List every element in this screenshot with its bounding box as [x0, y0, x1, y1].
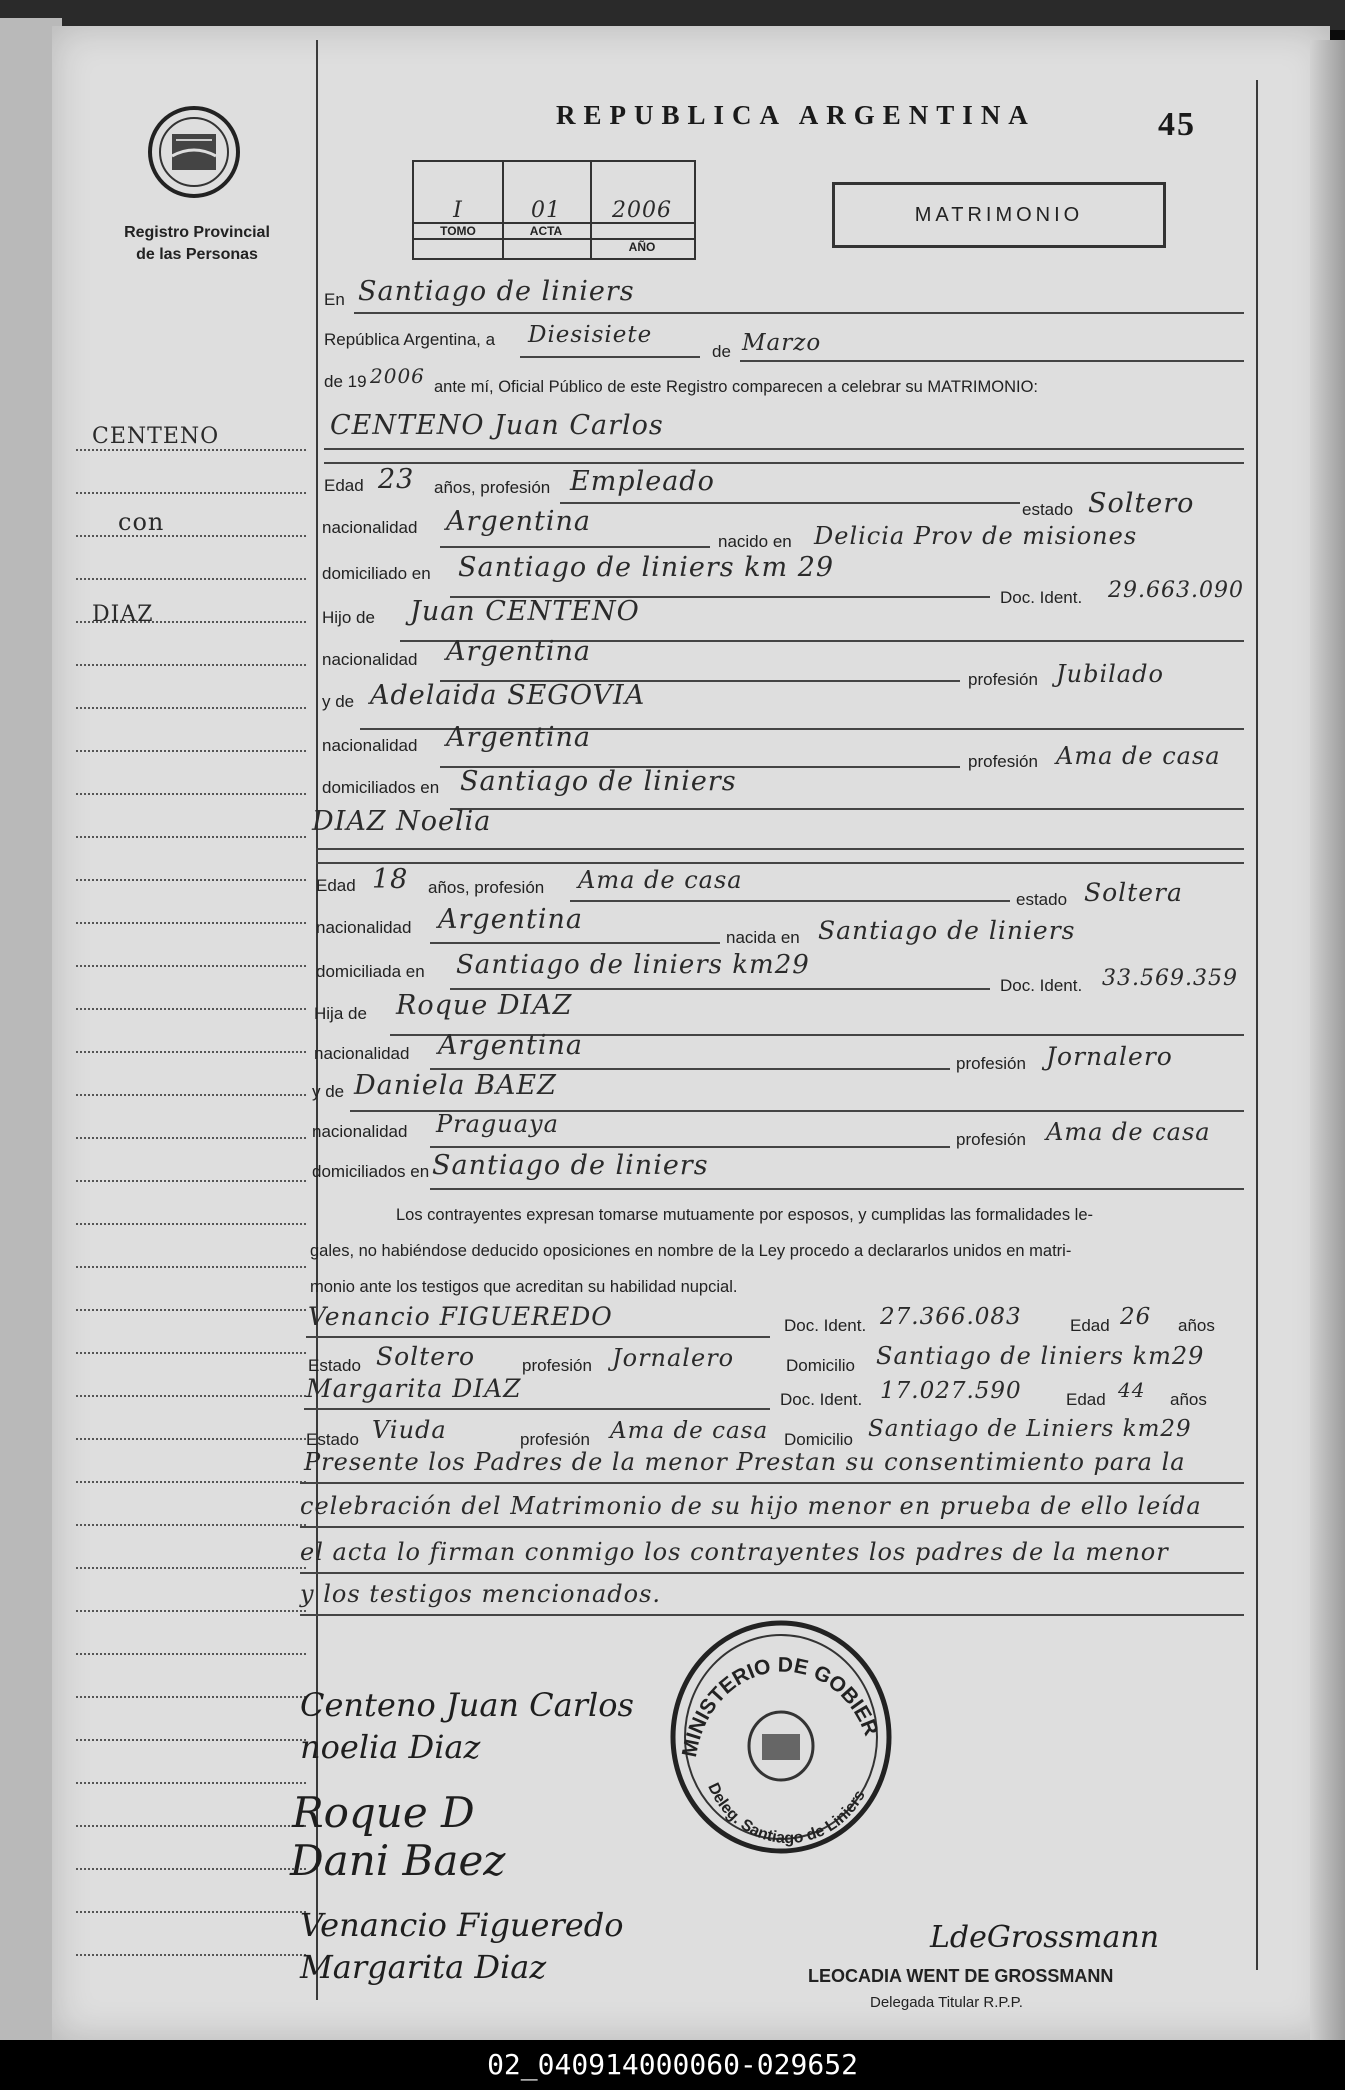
- margin-rule-line: [76, 1308, 306, 1311]
- year-value: 2006: [370, 364, 425, 388]
- stamp-bottom-text: Deleg. Santiago de Liniers: [704, 1780, 869, 1848]
- label-en: En: [324, 290, 345, 309]
- margin-rule-line: [76, 1695, 306, 1698]
- acta-value: 01: [531, 198, 561, 223]
- right-page-edge: [1310, 40, 1345, 2040]
- label-nacionalidad: nacionalidad: [316, 918, 412, 937]
- label-domicilio: Domicilio: [784, 1430, 853, 1449]
- signature-witness1: Venancio Figueredo: [300, 1906, 624, 1944]
- bride-nationality: Argentina: [438, 904, 584, 935]
- groom-father-profession: Jubilado: [1056, 660, 1164, 688]
- margin-rule-line: [76, 1566, 306, 1569]
- margin-rule-line: [76, 921, 306, 924]
- margin-rule-line: [76, 1136, 306, 1139]
- month-value: Marzo: [742, 330, 822, 356]
- country-title: REPUBLICA ARGENTINA: [556, 100, 1036, 130]
- fill-line: [316, 848, 1244, 850]
- tomo-value: I: [453, 198, 463, 223]
- fill-line: [300, 1526, 1244, 1528]
- margin-note-groom: CENTENO: [92, 424, 220, 449]
- bride-mother-nationality: Praguaya: [436, 1110, 559, 1138]
- witness1-doc: 27.366.083: [880, 1304, 1022, 1330]
- label-domiciliados: domiciliados en: [312, 1162, 430, 1181]
- fill-line: [520, 356, 700, 358]
- label-de-month: de: [712, 342, 731, 361]
- margin-rule-line: [76, 1437, 306, 1440]
- label-anos-profesion: años, profesión: [434, 478, 551, 497]
- margin-rule-line: [76, 1738, 306, 1741]
- fill-line: [324, 462, 1244, 464]
- margin-rule-line: [76, 1222, 306, 1225]
- bride-parents-domicile: Santiago de liniers: [432, 1150, 709, 1181]
- margin-rule-line: [76, 1910, 306, 1913]
- official-title: Delegada Titular R.P.P.: [870, 1994, 1023, 2011]
- margin-rule-line: [76, 1953, 306, 1956]
- groom-estado: Soltero: [1088, 488, 1195, 519]
- margin-rule-line: [76, 964, 306, 967]
- label-estado: Estado: [306, 1430, 359, 1449]
- signature-groom: Centeno Juan Carlos: [300, 1686, 634, 1724]
- signature-bride-mother: Dani Baez: [290, 1836, 506, 1885]
- groom-mother-nationality: Argentina: [446, 722, 592, 753]
- provincial-seal-icon: [146, 104, 242, 200]
- fill-line: [354, 312, 1244, 314]
- bride-name: DIAZ Noelia: [312, 806, 492, 837]
- label-y-de: y de: [322, 692, 355, 711]
- label-doc: Doc. Ident.: [780, 1390, 863, 1409]
- declaration-line-2: gales, no habiéndose deducido oposiciones en nombre de la Ley procedo a declararlos unidos en matri-: [310, 1242, 1072, 1260]
- fill-line: [306, 1336, 770, 1338]
- groom-doc: 29.663.090: [1108, 578, 1244, 603]
- fill-line: [570, 900, 1010, 902]
- official-name: LEOCADIA WENT DE GROSSMANN: [808, 1966, 1114, 1986]
- margin-note-con: con: [118, 508, 165, 536]
- groom-father: Juan CENTENO: [410, 596, 640, 627]
- groom-parents-domicile: Santiago de liniers: [460, 766, 737, 797]
- day-value: Diesisiete: [528, 322, 653, 348]
- fill-line: [316, 862, 1244, 864]
- fill-line: [304, 1408, 770, 1410]
- margin-rule-line: [76, 1781, 306, 1784]
- notes-line-3: el acta lo firman conmigo los contrayentes los padres de la menor: [300, 1538, 1169, 1566]
- witness2-domicile: Santiago de Liniers km29: [868, 1416, 1192, 1442]
- margin-note-bride: DIAZ: [92, 602, 154, 627]
- label-doc: Doc. Ident.: [1000, 976, 1083, 995]
- ano-label: AÑO: [628, 240, 656, 254]
- notes-line-2: celebración del Matrimonio de su hijo menor en prueba de ello leída: [300, 1492, 1202, 1520]
- witness2-doc: 17.027.590: [880, 1378, 1022, 1404]
- signature-witness2: Margarita Diaz: [300, 1948, 547, 1986]
- margin-rule-line: [76, 1523, 306, 1526]
- signature-bride: noelia Diaz: [300, 1728, 481, 1766]
- witness2-estado: Viuda: [372, 1416, 447, 1444]
- bride-mother: Daniela BAEZ: [354, 1070, 557, 1101]
- fill-line: [324, 448, 1244, 450]
- label-estado: estado: [1022, 500, 1074, 519]
- margin-rule-line: [76, 835, 306, 838]
- label-anos: años: [1170, 1390, 1207, 1409]
- label-domiciliado: domiciliado en: [322, 564, 431, 583]
- witness1-domicile: Santiago de liniers km29: [876, 1342, 1205, 1370]
- ano-value: 2006: [612, 198, 672, 223]
- label-nacionalidad: nacionalidad: [322, 518, 418, 537]
- label-de19: de 19: [324, 372, 367, 391]
- label-y-de: y de: [312, 1082, 345, 1101]
- stamp-top-text: MINISTERIO DE GOBIER: [678, 1653, 883, 1759]
- acta-label: ACTA: [529, 224, 563, 238]
- label-profesion: profesión: [968, 752, 1038, 771]
- margin-rule-line: [76, 1179, 306, 1182]
- label-profesion: profesión: [968, 670, 1038, 689]
- groom-mother: Adelaida SEGOVIA: [370, 680, 646, 711]
- fill-line: [430, 1188, 1244, 1190]
- label-profesion: profesión: [956, 1054, 1026, 1073]
- witness1-age: 26: [1120, 1304, 1152, 1330]
- label-doc: Doc. Ident.: [784, 1316, 867, 1335]
- official-signature: LdeGrossmann: [930, 1920, 1160, 1955]
- registry-name-line1: Registro Provincial: [124, 224, 270, 241]
- label-republica: República Argentina, a: [324, 330, 496, 349]
- margin-rule-line: [76, 663, 306, 666]
- label-profesion: profesión: [522, 1356, 592, 1375]
- margin-rule-line: [76, 577, 306, 580]
- margin-rule-line: [76, 1609, 306, 1612]
- margin-rule-line: [76, 706, 306, 709]
- label-estado: Estado: [308, 1356, 361, 1375]
- bride-domicile: Santiago de liniers km29: [456, 950, 810, 980]
- bride-father-nationality: Argentina: [438, 1030, 584, 1061]
- label-domiciliada: domiciliada en: [316, 962, 425, 981]
- margin-rule-line: [76, 792, 306, 795]
- label-hijo: Hijo de: [322, 608, 375, 627]
- margin-rule-line: [76, 1050, 306, 1053]
- label-doc: Doc. Ident.: [1000, 588, 1083, 607]
- witness2-name: Margarita DIAZ: [306, 1374, 522, 1403]
- groom-profession: Empleado: [570, 466, 715, 497]
- fill-line: [740, 360, 1244, 362]
- bride-father: Roque DIAZ: [396, 990, 573, 1021]
- margin-rule-line: [76, 1867, 306, 1870]
- margin-rule-line: [76, 1652, 306, 1655]
- label-domiciliados: domiciliados en: [322, 778, 440, 797]
- label-nacionalidad: nacionalidad: [314, 1044, 410, 1063]
- label-edad: Edad: [1070, 1316, 1110, 1335]
- witness1-name: Venancio FIGUEREDO: [308, 1302, 613, 1331]
- margin-rule-line: [76, 1265, 306, 1268]
- notes-line-4: y los testigos mencionados.: [300, 1580, 662, 1608]
- bride-mother-profession: Ama de casa: [1046, 1118, 1211, 1146]
- label-domicilio: Domicilio: [786, 1356, 855, 1375]
- bride-age: 18: [372, 864, 409, 895]
- tomo-label: TOMO: [440, 224, 476, 238]
- margin-rule-line: [76, 491, 306, 494]
- groom-age: 23: [378, 464, 415, 495]
- fill-line: [450, 808, 1244, 810]
- label-nacionalidad: nacionalidad: [322, 650, 418, 669]
- bride-estado: Soltera: [1084, 878, 1183, 907]
- fill-line: [300, 1482, 1244, 1484]
- margin-rule-line: [76, 1394, 306, 1397]
- margin-rule-line: [76, 1480, 306, 1483]
- groom-birthplace: Delicia Prov de misiones: [814, 522, 1138, 550]
- fill-line: [430, 942, 720, 944]
- fill-line: [440, 546, 710, 548]
- label-nacionalidad: nacionalidad: [322, 736, 418, 755]
- groom-nationality: Argentina: [446, 506, 592, 537]
- intro-text: ante mí, Oficial Público de este Registro comparecen a celebrar su MATRIMONIO:: [434, 378, 1039, 396]
- groom-father-nationality: Argentina: [446, 636, 592, 667]
- groom-mother-profession: Ama de casa: [1056, 742, 1221, 770]
- label-nacido: nacido en: [718, 532, 792, 551]
- act-type-box: [832, 182, 1166, 248]
- file-identifier-caption: 02_040914000060-029652: [487, 2048, 858, 2081]
- bride-doc: 33.569.359: [1102, 966, 1238, 991]
- margin-rule-line: [76, 1007, 306, 1010]
- label-estado: estado: [1016, 890, 1068, 909]
- label-profesion: profesión: [520, 1430, 590, 1449]
- label-edad: Edad: [1066, 1390, 1106, 1409]
- label-anos-profesion: años, profesión: [428, 878, 545, 897]
- label-nacida: nacida en: [726, 928, 800, 947]
- declaration-line-1: Los contrayentes expresan tomarse mutuamente por esposos, y cumplidas las formalidades le-: [396, 1206, 1094, 1224]
- bride-birthplace: Santiago de liniers: [818, 916, 1076, 945]
- margin-rule-line: [76, 1824, 306, 1827]
- registry-name-line2: de las Personas: [136, 246, 258, 263]
- groom-name: CENTENO Juan Carlos: [330, 410, 664, 441]
- margin-rule-line: [76, 878, 306, 881]
- fill-line: [300, 1614, 1244, 1616]
- ministry-stamp: [668, 1618, 894, 1856]
- record-number-box: [412, 160, 696, 260]
- fill-line: [560, 502, 1020, 504]
- right-border: [1256, 80, 1258, 1970]
- groom-domicile: Santiago de liniers km 29: [458, 552, 835, 583]
- fill-line: [430, 1146, 950, 1148]
- margin-rule-line: [76, 534, 306, 537]
- bride-profession: Ama de casa: [578, 866, 743, 894]
- label-edad: Edad: [324, 476, 364, 495]
- margin-rule-line: [76, 1351, 306, 1354]
- witness1-profession: Jornalero: [612, 1344, 735, 1372]
- witness2-profession: Ama de casa: [610, 1418, 769, 1444]
- label-edad: Edad: [316, 876, 356, 895]
- witness1-estado: Soltero: [376, 1342, 476, 1371]
- notes-line-1: Presente los Padres de la menor Prestan su consentimiento para la: [304, 1448, 1186, 1476]
- declaration-line-3: monio ante los testigos que acreditan su habilidad nupcial.: [310, 1278, 738, 1296]
- act-type-label: MATRIMONIO: [914, 204, 1084, 226]
- label-nacionalidad: nacionalidad: [312, 1122, 408, 1141]
- margin-rule-line: [76, 1093, 306, 1096]
- label-profesion: profesión: [956, 1130, 1026, 1149]
- place-value: Santiago de liniers: [358, 276, 635, 307]
- fill-line: [300, 1572, 1244, 1574]
- page-number: 45: [1158, 106, 1196, 143]
- label-anos: años: [1178, 1316, 1215, 1335]
- margin-rule-line: [76, 749, 306, 752]
- bride-father-profession: Jornalero: [1046, 1042, 1173, 1071]
- signature-bride-father: Roque D: [292, 1788, 475, 1837]
- witness2-age: 44: [1118, 1378, 1146, 1402]
- label-hija: Hija de: [314, 1004, 367, 1023]
